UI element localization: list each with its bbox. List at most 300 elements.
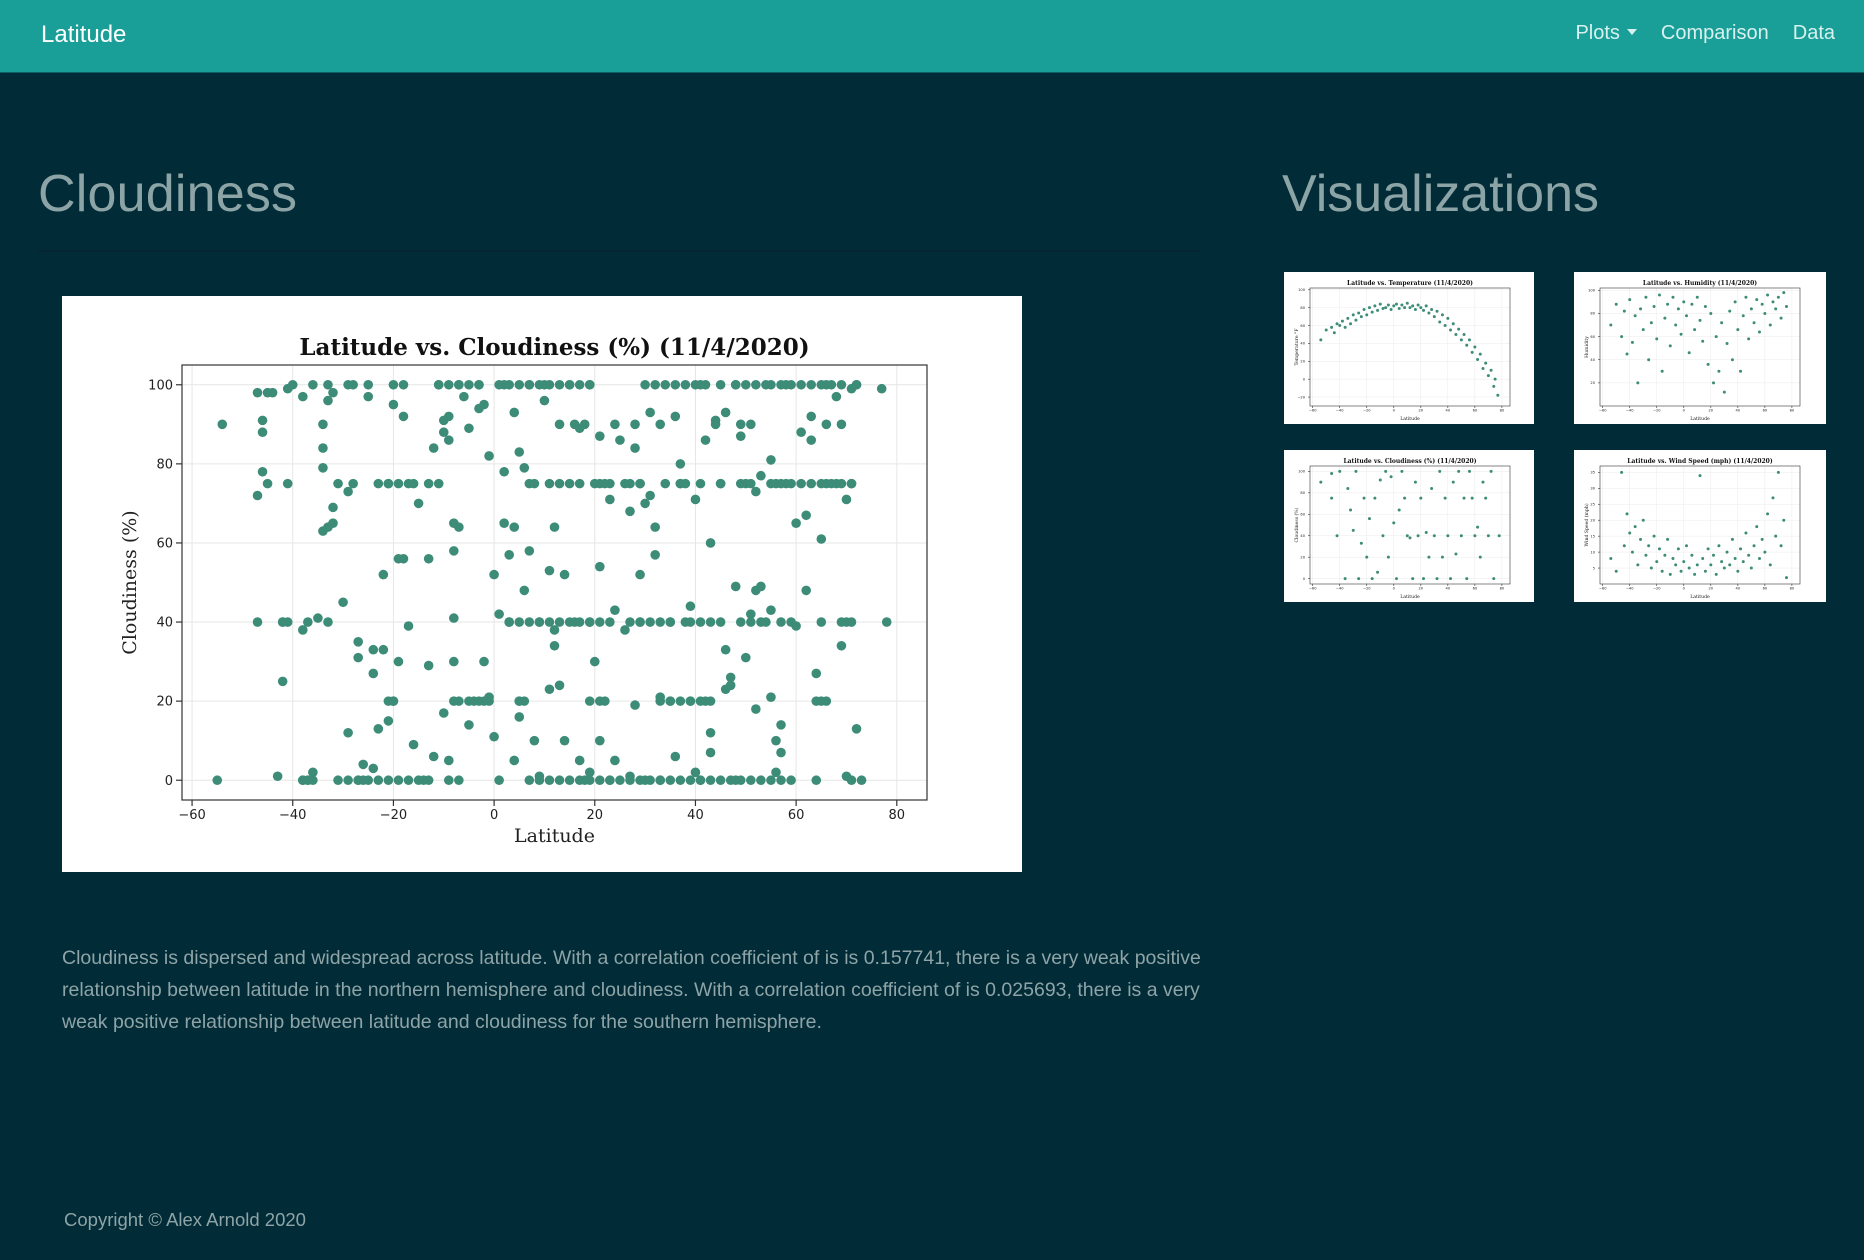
data-point [746, 420, 756, 430]
data-point [1473, 346, 1476, 349]
data-point [1476, 358, 1479, 361]
x-tick-label: −20 [1652, 586, 1661, 591]
data-point [696, 479, 706, 489]
data-point [1425, 304, 1428, 307]
data-point [1644, 296, 1647, 299]
data-point [1728, 310, 1731, 313]
x-tick-label: 0 [1392, 408, 1395, 413]
data-point [1449, 329, 1452, 332]
data-point [1636, 563, 1639, 566]
data-point [686, 696, 696, 706]
x-axis-label: Latitude [1400, 417, 1420, 423]
data-point [816, 617, 826, 627]
data-point [595, 479, 605, 489]
data-point [464, 696, 474, 706]
data-point [368, 669, 378, 679]
data-point [1726, 342, 1729, 345]
data-point [560, 570, 570, 580]
data-point [676, 479, 686, 489]
data-point [806, 435, 816, 445]
data-point [253, 491, 263, 501]
data-point [333, 775, 343, 785]
nav-plots-dropdown[interactable] [1575, 22, 1636, 45]
data-point [1663, 554, 1666, 557]
data-point [1696, 563, 1699, 566]
data-point [1666, 303, 1669, 306]
data-point [1414, 481, 1417, 484]
data-point [1465, 577, 1468, 580]
data-point [595, 696, 605, 706]
data-point [565, 617, 575, 627]
data-point [1736, 328, 1739, 331]
data-point [1494, 378, 1497, 381]
data-point [414, 499, 424, 509]
data-point [1628, 531, 1631, 534]
y-tick-label: −20 [1297, 395, 1305, 400]
data-point [1642, 328, 1645, 331]
data-point [1731, 538, 1734, 541]
x-tick-label: 40 [1445, 408, 1451, 413]
data-point [716, 775, 726, 785]
y-axis-label: Wind Speed (mph) [1585, 503, 1590, 547]
x-tick-label: −20 [1362, 408, 1371, 413]
data-point [842, 495, 852, 505]
plot-frame [1310, 466, 1510, 584]
data-point [620, 625, 630, 635]
data-point [484, 451, 494, 461]
thumb-cloudiness[interactable] [1284, 450, 1534, 602]
data-point [283, 479, 293, 489]
data-point [811, 669, 821, 679]
y-tick-label: 40 [1300, 341, 1305, 346]
data-point [1346, 487, 1349, 490]
data-point [837, 479, 847, 489]
data-point [716, 617, 726, 627]
data-point [751, 704, 761, 714]
data-point [736, 775, 746, 785]
x-tick-label: 60 [1762, 586, 1768, 591]
data-point [1785, 576, 1788, 579]
data-point [640, 499, 650, 509]
data-point [771, 736, 781, 746]
data-point [1487, 534, 1490, 537]
data-point [368, 764, 378, 774]
data-point [323, 617, 333, 627]
data-point [1400, 303, 1403, 306]
data-point [1319, 481, 1322, 484]
data-point [519, 463, 529, 473]
data-point [343, 775, 353, 785]
data-point [1371, 577, 1374, 580]
data-point [1755, 525, 1758, 528]
data-point [525, 617, 535, 627]
data-point [545, 380, 555, 390]
data-point [323, 396, 333, 406]
data-point [1744, 296, 1747, 299]
x-tick-label: 40 [1445, 586, 1451, 591]
data-point [484, 696, 494, 706]
data-point [1693, 328, 1696, 331]
data-point [434, 479, 444, 489]
data-point [776, 720, 786, 730]
data-point [1715, 573, 1718, 576]
data-point [1352, 529, 1355, 532]
data-point [424, 775, 434, 785]
data-point [1406, 534, 1409, 537]
data-point [1763, 312, 1766, 315]
data-point [343, 487, 353, 497]
data-point [837, 420, 847, 430]
data-point [837, 617, 847, 627]
data-point [283, 617, 293, 627]
data-point [676, 696, 686, 706]
data-point [1338, 324, 1341, 327]
data-point [1392, 304, 1395, 307]
data-point [550, 641, 560, 651]
chart-title: Latitude vs. Cloudiness (%) (11/4/2020) [1343, 458, 1477, 465]
data-point [540, 396, 550, 406]
data-point [816, 479, 826, 489]
data-point [671, 380, 681, 390]
data-point [273, 771, 283, 781]
data-point [696, 617, 706, 627]
data-point [404, 621, 414, 631]
data-point [1417, 303, 1420, 306]
y-tick-label: 100 [1298, 288, 1305, 293]
data-point [1699, 474, 1702, 477]
navbar-brand[interactable]: Latitude [41, 21, 127, 48]
data-point [1460, 338, 1463, 341]
y-axis-label: Cloudiness (%) [119, 510, 141, 655]
data-point [353, 637, 363, 647]
data-point [1739, 370, 1742, 373]
data-point [1330, 497, 1333, 500]
data-point [1761, 538, 1764, 541]
data-point [545, 479, 555, 489]
x-axis-label: Latitude [514, 825, 595, 847]
data-point [726, 673, 736, 683]
data-point [212, 775, 222, 785]
x-tick-label: −20 [1652, 408, 1661, 413]
x-tick-label: 60 [1762, 408, 1768, 413]
x-tick-label: 0 [1682, 408, 1685, 413]
data-point [555, 775, 565, 785]
data-point [796, 380, 806, 390]
nav-data-link[interactable]: Data [1792, 22, 1835, 44]
data-point [756, 775, 766, 785]
data-point [1712, 381, 1715, 384]
data-point [1446, 534, 1449, 537]
data-point [1438, 470, 1441, 473]
data-point [509, 522, 519, 532]
data-point [1701, 340, 1704, 343]
data-point [328, 503, 338, 513]
data-point [1620, 471, 1623, 474]
data-point [1682, 560, 1685, 563]
data-point [1427, 556, 1430, 559]
chart-title: Latitude vs. Cloudiness (%) (11/4/2020) [299, 334, 810, 361]
x-tick-label: −60 [1598, 586, 1607, 591]
data-point [736, 479, 746, 489]
data-point [852, 380, 862, 390]
data-point [1441, 556, 1444, 559]
data-point [384, 775, 394, 785]
data-point [590, 657, 600, 667]
data-point [665, 775, 675, 785]
footer-copyright: Copyright © Alex Arnold 2020 [64, 1209, 306, 1230]
data-point [404, 479, 414, 489]
data-point [1360, 542, 1363, 545]
x-tick-label: 60 [1472, 408, 1478, 413]
data-point [806, 479, 816, 489]
data-point [1701, 557, 1704, 560]
data-point [389, 696, 399, 706]
data-point [721, 645, 731, 655]
data-point [1444, 324, 1447, 327]
data-point [1636, 381, 1639, 384]
data-point [374, 724, 384, 734]
data-point [756, 617, 766, 627]
data-point [691, 380, 701, 390]
x-tick-label: 0 [1682, 586, 1685, 591]
data-point [1709, 563, 1712, 566]
data-point [258, 427, 268, 437]
data-point [384, 479, 394, 489]
thumb-temperature[interactable] [1284, 272, 1534, 424]
data-point [625, 775, 635, 785]
nav-comparison-link[interactable]: Comparison [1660, 22, 1769, 44]
data-point [650, 550, 660, 560]
data-point [1647, 544, 1650, 547]
y-tick-label: 40 [1590, 357, 1595, 362]
data-point [1769, 563, 1772, 566]
x-tick-label: −60 [1308, 586, 1317, 591]
data-point [1376, 571, 1379, 574]
data-point [555, 420, 565, 430]
data-point [1634, 314, 1637, 317]
data-point [1777, 471, 1780, 474]
data-point [847, 479, 857, 489]
plot-frame [1600, 288, 1800, 406]
data-point [1403, 306, 1406, 309]
data-point [686, 601, 696, 611]
data-point [676, 775, 686, 785]
data-point [1436, 577, 1439, 580]
data-point [837, 380, 847, 390]
y-tick-label: 20 [1590, 381, 1595, 386]
data-point [832, 392, 842, 402]
data-point [1782, 291, 1785, 294]
data-point [1739, 547, 1742, 550]
data-point [399, 380, 409, 390]
data-point [1452, 481, 1455, 484]
thumb-wind-speed-svg [1574, 450, 1824, 602]
data-point [741, 653, 751, 663]
x-tick-label: 0 [1392, 586, 1395, 591]
data-point [1481, 367, 1484, 370]
data-point [374, 479, 384, 489]
x-tick-label: 80 [1499, 408, 1505, 413]
data-point [535, 380, 545, 390]
data-point [555, 380, 565, 390]
y-tick-label: 80 [1300, 491, 1305, 496]
data-point [766, 479, 776, 489]
data-point [816, 534, 826, 544]
data-point [756, 471, 766, 481]
data-point [514, 447, 524, 457]
data-point [655, 775, 665, 785]
x-tick-label: 20 [1708, 586, 1714, 591]
data-point [801, 510, 811, 520]
data-point [766, 380, 776, 390]
data-point [494, 380, 504, 390]
page-title: Cloudiness [38, 165, 298, 223]
data-point [671, 412, 681, 422]
x-tick-label: −40 [1335, 408, 1344, 413]
data-point [635, 570, 645, 580]
data-point [394, 657, 404, 667]
data-point [645, 617, 655, 627]
data-point [499, 518, 509, 528]
data-point [615, 435, 625, 445]
thumb-humidity[interactable] [1574, 272, 1826, 424]
data-point [1769, 324, 1772, 327]
data-point [1454, 333, 1457, 336]
data-point [1433, 315, 1436, 318]
data-point [424, 479, 434, 489]
data-point [1615, 303, 1618, 306]
data-point [1365, 313, 1368, 316]
data-point [1325, 329, 1328, 332]
data-point [1349, 508, 1352, 511]
nav-links [1575, 22, 1835, 45]
y-tick-label: 35 [1590, 470, 1595, 475]
data-point [736, 617, 746, 627]
data-point [1685, 314, 1688, 317]
title-divider [38, 250, 1200, 252]
data-point [1352, 313, 1355, 316]
data-point [585, 617, 595, 627]
data-point [474, 380, 484, 390]
chart-title: Latitude vs. Temperature (11/4/2020) [1347, 280, 1473, 287]
data-point [258, 467, 268, 477]
data-point [1715, 335, 1718, 338]
data-point [575, 380, 585, 390]
data-point [1620, 335, 1623, 338]
y-tick-label: 60 [1590, 334, 1595, 339]
data-point [1387, 556, 1390, 559]
data-point [1481, 481, 1484, 484]
data-point [1658, 547, 1661, 550]
data-point [1628, 298, 1631, 301]
data-point [1471, 497, 1474, 500]
data-point [1384, 470, 1387, 473]
data-point [625, 617, 635, 627]
thumb-wind-speed[interactable] [1574, 450, 1826, 602]
data-point [882, 617, 892, 627]
y-tick-label: 20 [1300, 359, 1305, 364]
data-point [1671, 296, 1674, 299]
data-point [414, 775, 424, 785]
data-point [1422, 309, 1425, 312]
data-point [605, 495, 615, 505]
x-tick-label: 40 [1735, 586, 1741, 591]
data-point [1492, 577, 1495, 580]
y-tick-label: 25 [1590, 502, 1595, 507]
data-point [701, 435, 711, 445]
y-axis-label: Temperature °F [1295, 328, 1300, 366]
data-point [1409, 536, 1412, 539]
y-tick-label: 0 [1302, 377, 1305, 382]
data-point [1349, 322, 1352, 325]
data-point [444, 775, 454, 785]
data-point [328, 518, 338, 528]
data-point [1406, 302, 1409, 305]
data-point [625, 479, 635, 489]
data-point [368, 645, 378, 655]
data-point [716, 380, 726, 390]
plot-frame [1310, 288, 1510, 406]
y-tick-label: 80 [1300, 305, 1305, 310]
data-point [610, 420, 620, 430]
data-point [278, 677, 288, 687]
data-point [1650, 567, 1653, 570]
data-point [348, 380, 358, 390]
data-point [1390, 475, 1393, 478]
data-point [459, 392, 469, 402]
y-tick-label: 0 [164, 773, 173, 789]
data-point [1750, 567, 1753, 570]
data-point [1766, 512, 1769, 515]
data-point [444, 435, 454, 445]
data-point [1669, 573, 1672, 576]
data-point [409, 740, 419, 750]
data-point [1444, 497, 1447, 500]
data-point [610, 756, 620, 766]
data-point [776, 748, 786, 758]
data-point [494, 609, 504, 619]
data-point [504, 617, 514, 627]
data-point [545, 684, 555, 694]
data-point [1411, 577, 1414, 580]
data-point [585, 380, 595, 390]
data-point [1758, 330, 1761, 333]
chevron-down-icon [1627, 29, 1637, 35]
data-point [1395, 303, 1398, 306]
data-point [1731, 358, 1734, 361]
data-point [1734, 557, 1737, 560]
data-point [711, 416, 721, 426]
data-point [464, 423, 474, 433]
data-point [399, 412, 409, 422]
data-point [1398, 508, 1401, 511]
x-tick-label: 60 [1472, 586, 1478, 591]
data-point [1753, 321, 1756, 324]
data-point [384, 716, 394, 726]
data-point [389, 400, 399, 410]
data-point [1626, 512, 1629, 515]
data-point [1685, 544, 1688, 547]
data-point [1709, 312, 1712, 315]
x-tick-label: −60 [178, 808, 206, 823]
data-point [1774, 535, 1777, 538]
data-point [1763, 551, 1766, 554]
data-point [1734, 300, 1737, 303]
data-point [731, 582, 741, 592]
data-point [560, 736, 570, 746]
data-point [1690, 554, 1693, 557]
data-point [696, 696, 706, 706]
